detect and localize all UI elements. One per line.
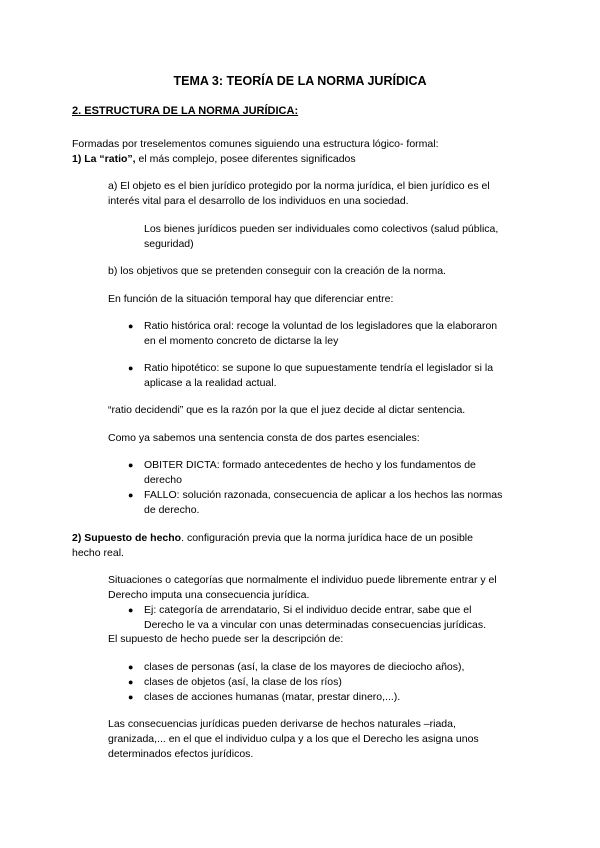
obiter-dicta-line1: OBITER DICTA: formado antecedentes de hecho y los fundamentos de: [144, 459, 476, 471]
example-line1: Ej: categoría de arrendatario, Si el individuo decide entrar, sabe que el: [144, 604, 472, 616]
item2-heading: [72, 531, 473, 546]
ratio-historica-line1: Ratio histórica oral: recoge la voluntad de los legisladores que la elaboraron: [144, 320, 498, 332]
item1-text: el más complejo, posee diferentes significados: [135, 153, 356, 165]
item1-a-line2: interés vital para el desarrollo de los individuos en una sociedad.: [108, 195, 409, 207]
item1-heading: [72, 152, 356, 167]
ratio-hipotetico-line1: Ratio hipotético: se supone lo que supuestamente tendría el legislador si la: [144, 362, 494, 374]
item2-label: 2) Supuesto de hecho: [72, 532, 182, 544]
fallo-line2: de derecho.: [144, 504, 200, 516]
situations-line2: Derecho imputa una consecuencia jurídica.: [108, 589, 310, 601]
item1-label: 1) La “ratio”,: [72, 153, 136, 165]
bullet-icon: ●: [128, 692, 134, 702]
temporal-text: En función de la situación temporal hay que diferenciar entre:: [108, 293, 394, 305]
item1-a-line1: a) El objeto es el bien jurídico protegido por la norma jurídica, el bien jurídico es el: [108, 180, 490, 192]
item1-b: b) los objetivos que se pretenden conseguir con la creación de la norma.: [108, 265, 446, 277]
section-heading: 2. ESTRUCTURA DE LA NORMA JURÍDICA:: [72, 105, 299, 117]
bullet-icon: ●: [128, 363, 134, 373]
item2-text: . configuración previa que la norma jurídica hace de un posible: [181, 532, 473, 544]
ratio-historica-line2: en el momento concreto de dictarse la ley: [144, 335, 339, 347]
bullet-icon: ●: [128, 662, 134, 672]
intro-text: Formadas por treselementos comunes siguiendo una estructura lógico- formal:: [72, 138, 439, 150]
bullet-icon: ●: [128, 605, 134, 615]
consequences-line1: Las consecuencias jurídicas pueden derivarse de hechos naturales –riada,: [108, 718, 456, 730]
goods-line1: Los bienes jurídicos pueden ser individuales como colectivos (salud pública,: [144, 223, 499, 235]
example-line2: Derecho le va a vincular con unas determinadas consecuencias jurídicas.: [144, 619, 487, 631]
page-title: TEMA 3: TEORÍA DE LA NORMA JURÍDICA: [173, 74, 427, 88]
fallo-line1: FALLO: solución razonada, consecuencia de aplicar a los hechos las normas: [144, 489, 503, 501]
sentencia-text: Como ya sabemos una sentencia consta de dos partes esenciales:: [108, 432, 420, 444]
description-text: El supuesto de hecho puede ser la descripción de:: [108, 633, 344, 645]
bullet-icon: ●: [128, 460, 134, 470]
ratio-hipotetico-line2: aplicase a la realidad actual.: [144, 377, 277, 389]
goods-line2: seguridad): [144, 238, 194, 250]
obiter-dicta-line2: derecho: [144, 474, 182, 486]
bullet-icon: ●: [128, 490, 134, 500]
consequences-line3: determinados efectos jurídicos.: [108, 748, 254, 760]
bullet-icon: ●: [128, 321, 134, 331]
consequences-line2: granizada,... en el que el individuo culpa y a los que el Derecho les asigna unos: [108, 733, 479, 745]
item2-text-line2: hecho real.: [72, 547, 124, 559]
class-objetos: clases de objetos (así, la clase de los ríos): [144, 676, 342, 688]
ratio-decidendi-text: “ratio decidendi” que es la razón por la que el juez decide al dictar sentencia.: [108, 404, 466, 416]
class-acciones: clases de acciones humanas (matar, prestar dinero,...).: [144, 691, 401, 703]
class-personas: clases de personas (así, la clase de los mayores de dieciocho años),: [144, 661, 465, 673]
bullet-icon: ●: [128, 677, 134, 687]
situations-line1: Situaciones o categorías que normalmente el individuo puede libremente entrar y el: [108, 574, 497, 586]
